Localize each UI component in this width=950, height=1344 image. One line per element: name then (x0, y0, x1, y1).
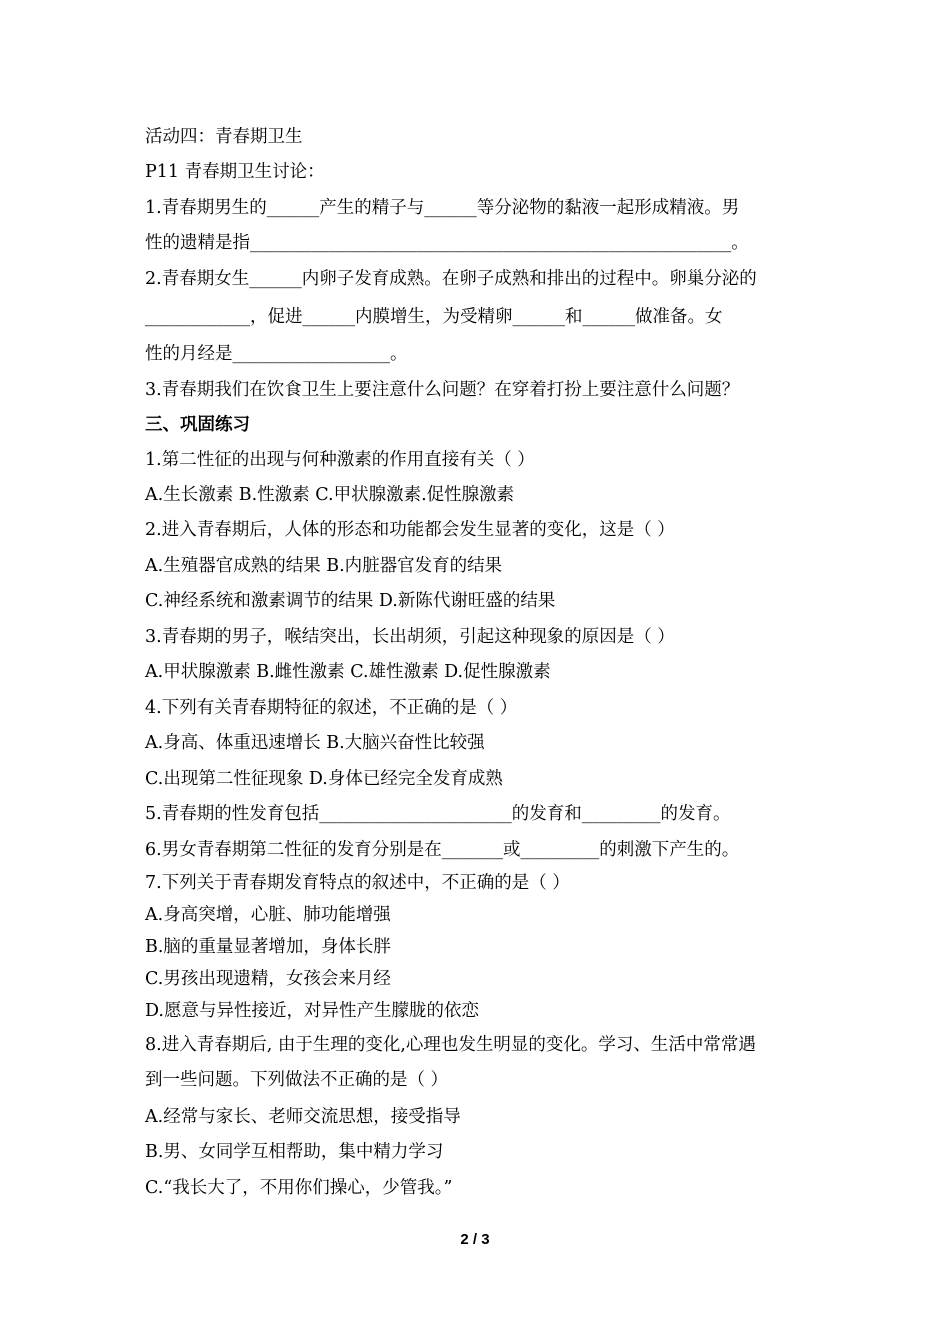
question: 1.第二性征的出现与何种激素的作用直接有关（ ） (145, 450, 535, 470)
question: 3.青春期的男子，喉结突出，长出胡须，引起这种现象的原因是（ ） (145, 627, 675, 647)
answer-option: C.“我长大了，不用你们操心，少管我。” (145, 1178, 453, 1198)
section-heading: 三、巩固练习 (145, 415, 250, 435)
question: 2.进入青春期后，人体的形态和功能都会发生显著的变化，这是（ ） (145, 520, 675, 540)
answer-option: A.经常与家长、老师交流思想，接受指导 (145, 1107, 461, 1127)
page-number: 2 / 3 (460, 1231, 490, 1248)
text-line: 性的遗精是指_______________________________________________________。 (145, 233, 749, 253)
answer-option: B.男、女同学互相帮助，集中精力学习 (145, 1142, 444, 1162)
answer-options: A.甲状腺激素 B.雌性激素 C.雄性激素 D.促性腺激素 (145, 662, 551, 682)
text-line: 性的月经是__________________。 (145, 344, 408, 364)
text-line: 1.青春期男生的______产生的精子与______等分泌物的黏液一起形成精液。男 (145, 198, 740, 218)
text-line: ____________，促进______内膜增生，为受精卵______和______做准备。女 (145, 307, 723, 327)
subheading: P11 青春期卫生讨论： (145, 162, 325, 182)
answer-options: C.神经系统和激素调节的结果 D.新陈代谢旺盛的结果 (145, 591, 556, 611)
question: 到一些问题。下列做法不正确的是（ ） (145, 1070, 449, 1090)
answer-option: B.脑的重量显著增加，身体长胖 (145, 937, 391, 957)
answer-options: A.身高、体重迅速增长 B.大脑兴奋性比较强 (145, 733, 485, 753)
section-heading: 活动四：青春期卫生 (145, 127, 303, 147)
question: 5.青春期的性发育包括______________________的发育和_________的发育。 (145, 804, 731, 824)
question: 4.下列有关青春期特征的叙述，不正确的是（ ） (145, 698, 518, 718)
answer-option: A.身高突增，心脏、肺功能增强 (145, 905, 391, 925)
answer-options: A.生殖器官成熟的结果 B.内脏器官发育的结果 (145, 556, 503, 576)
question: 8.进入青春期后, 由于生理的变化,心理也发生明显的变化。学习、生活中常常遇 (145, 1035, 756, 1055)
question: 6.男女青春期第二性征的发育分别是在_______或_________的刺激下产生的。 (145, 840, 740, 860)
answer-options: C.出现第二性征现象 D.身体已经完全发育成熟 (145, 769, 503, 789)
text-line: 2.青春期女生______内卵子发育成熟。在卵子成熟和排出的过程中。卵巢分泌的 (145, 269, 757, 289)
answer-options: A.生长激素 B.性激素 C.甲状腺激素.促性腺激素 (145, 485, 515, 505)
question: 7.下列关于青春期发育特点的叙述中，不正确的是（ ） (145, 873, 570, 893)
text-line: 3.青春期我们在饮食卫生上要注意什么问题？在穿着打扮上要注意什么问题？ (145, 380, 740, 400)
answer-option: D.愿意与异性接近，对异性产生朦胧的依恋 (145, 1001, 479, 1021)
answer-option: C.男孩出现遗精，女孩会来月经 (145, 969, 391, 989)
